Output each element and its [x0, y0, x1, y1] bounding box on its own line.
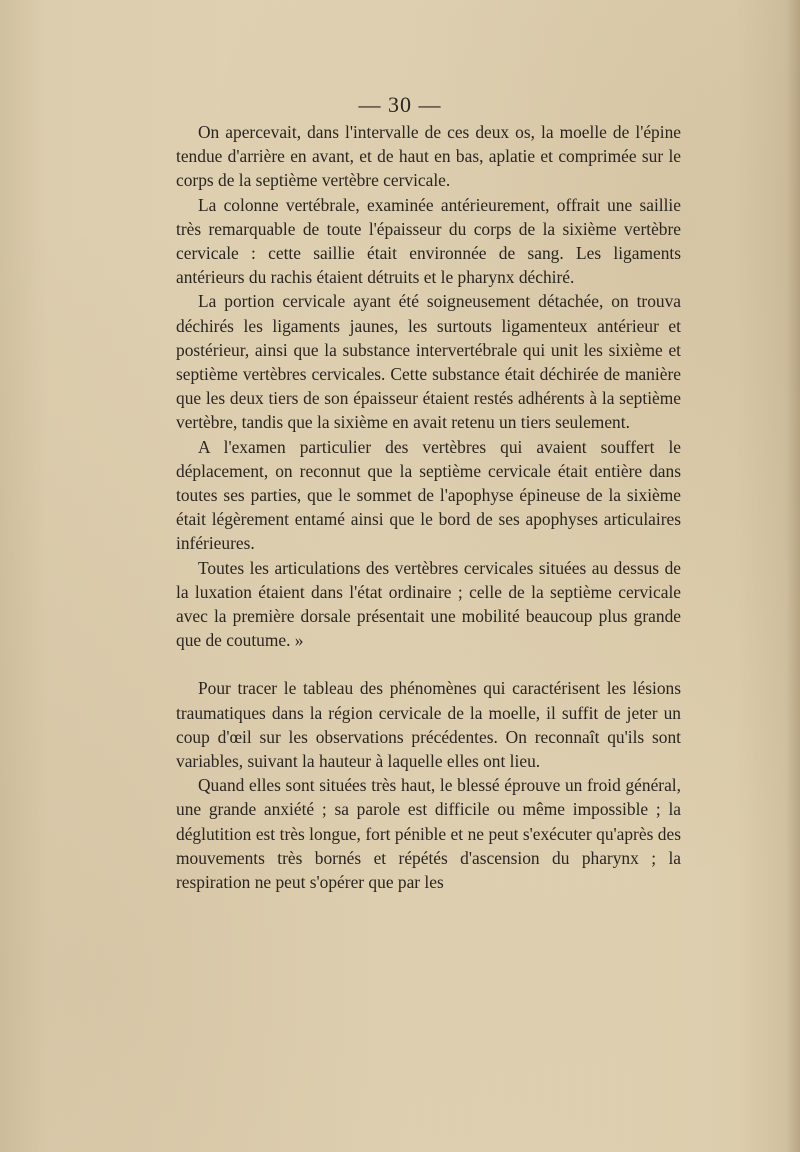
- page-number: — 30 —: [358, 92, 442, 117]
- paragraph-6: Pour tracer le tableau des phénomènes qui caractérisent les lésions traumatiques dans la région cervicale de la moelle, il suffit de jeter un coup d'œil sur les observations précédentes. On reconnaît qu'ils sont variables, suivant la hauteur à laquelle elles ont lieu.: [176, 678, 681, 772]
- paragraph-4: A l'examen particulier des vertèbres qui avaient souffert le déplacement, on reconnut que la septième cervicale était entière dans toutes ses parties, que le sommet de l'apophyse épineuse de la sixième était légèrement entamé ainsi que le bord de ses apophyses articulaires inférieures.: [176, 436, 681, 554]
- paragraph-7: Quand elles sont situées très haut, le blessé éprouve un froid général, une grande anxiété ; sa parole est difficile ou même impossible ; la déglutition est très longue, fort pénible et ne peut s'exécuter qu'après des mouvements très bornés et répétés d'ascension du pharynx ; la respiration ne peut s'opérer que par les: [176, 775, 681, 893]
- paragraph-2: La colonne vertébrale, examinée antérieurement, offrait une saillie très remarquable de toute l'épaisseur du corps de la sixième vertèbre cervicale : cette saillie était environnée de sang. Les ligaments antérieurs du rachis étaient détruits et le pharynx déchiré.: [176, 194, 681, 288]
- body-text: [176, 120, 681, 894]
- paragraph-5: Toutes les articulations des vertèbres cervicales situées au dessus de la luxation étaient dans l'état ordinaire ; celle de la septième cervicale avec la première dorsale présentait une mobilité beaucoup plus grande que de coutume. »: [176, 557, 681, 651]
- paragraph-3: La portion cervicale ayant été soigneusement détachée, on trouva déchirés les ligaments jaunes, les surtouts ligamenteux antérieur et postérieur, ainsi que la substance intervertébrale qui unit les sixième et septième vertèbres cervicales. Cette substance était déchirée de manière que les deux tiers de son épaisseur étaient restés adhérents à la septième vertèbre, tandis que la sixième en avait retenu un tiers seulement.: [176, 291, 681, 433]
- paragraph-1: On apercevait, dans l'intervalle de ces deux os, la moelle de l'épine tendue d'arrière en avant, et de haut en bas, aplatie et comprimée sur le corps de la septième vertèbre cervicale.: [176, 122, 681, 191]
- page-edge-shadow: [786, 0, 800, 1152]
